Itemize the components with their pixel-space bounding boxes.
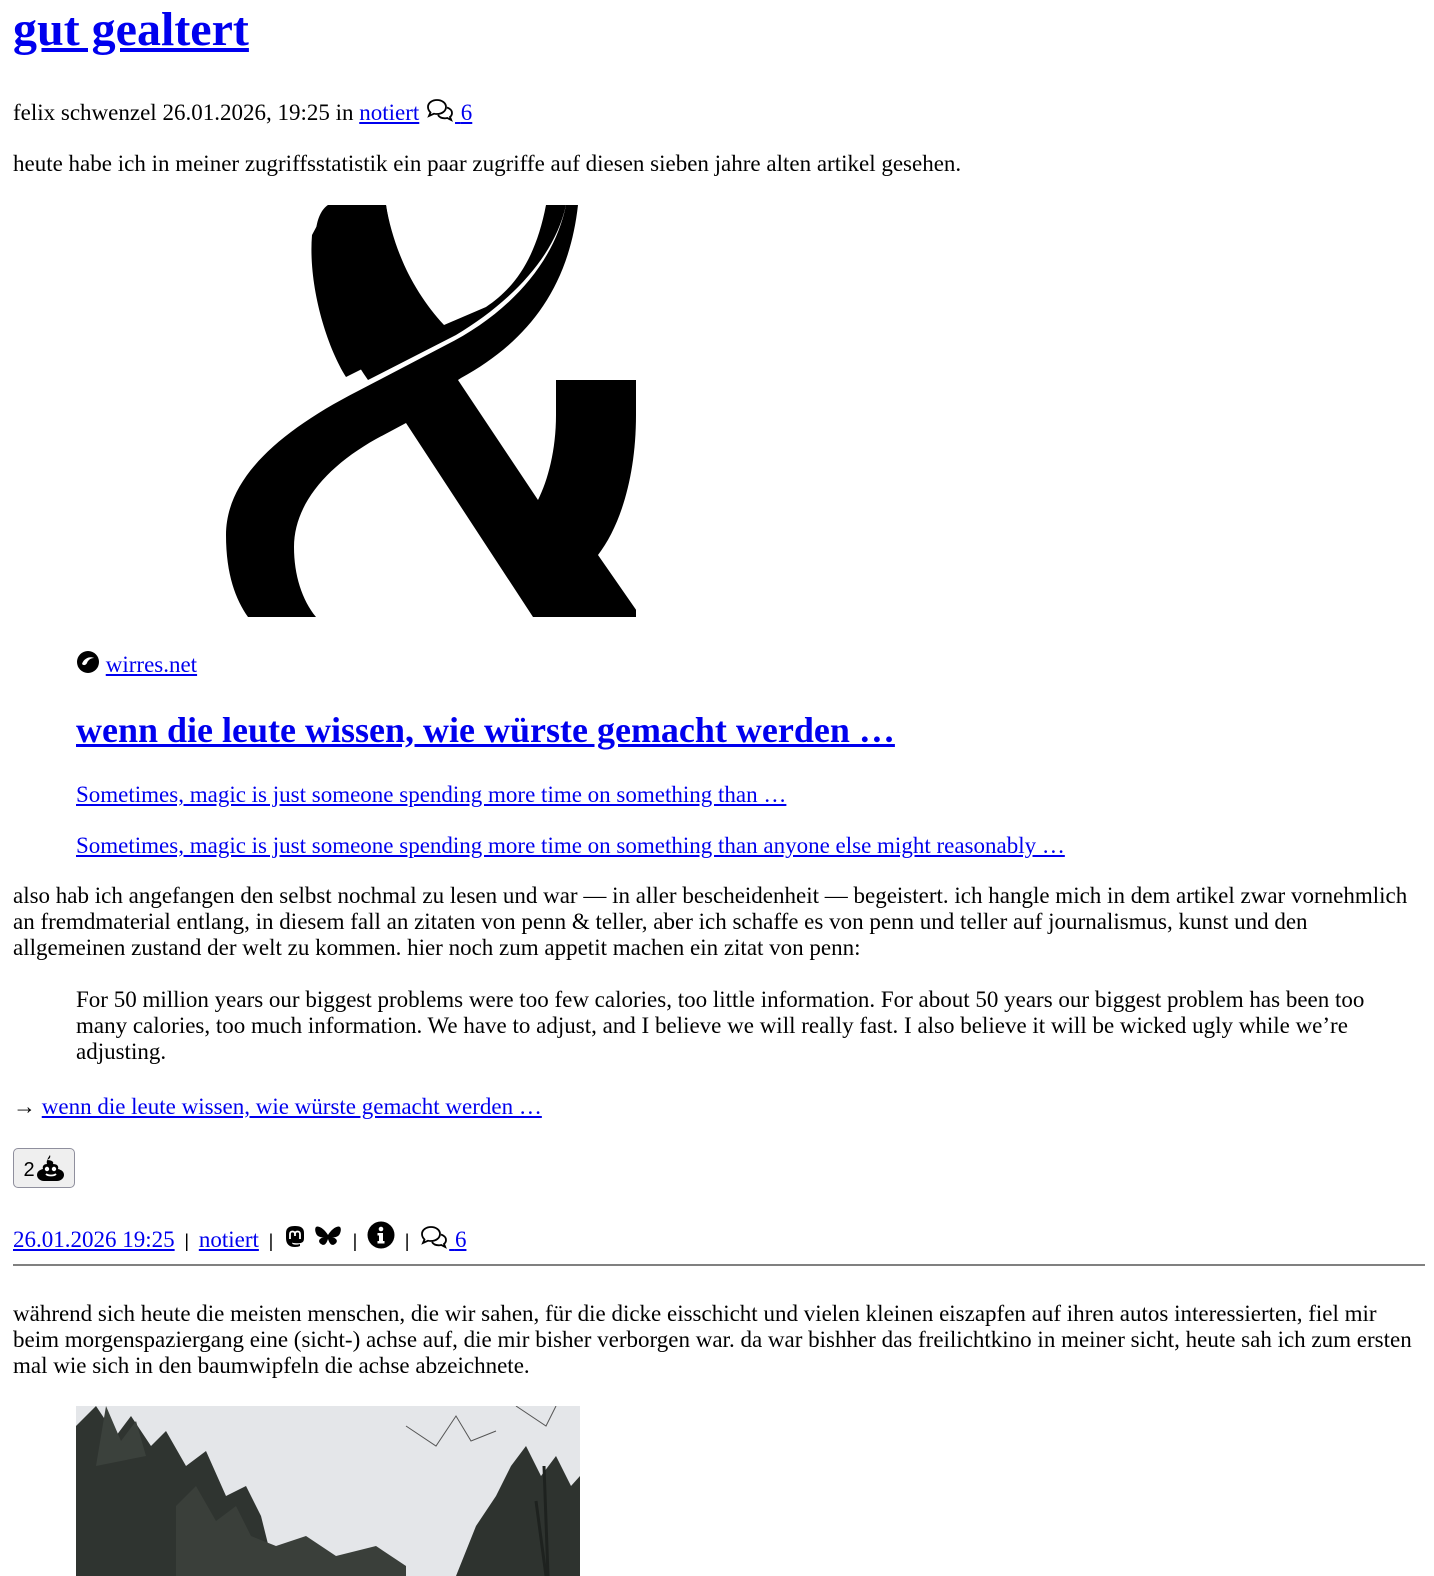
intro-paragraph: heute habe ich in meiner zugriffsstatistik ein paar zugriffe auf diesen sieben jahre alten artikel gesehen. — [13, 151, 962, 176]
separator: | — [404, 1231, 410, 1251]
info-icon — [367, 1221, 395, 1255]
meta-category-link[interactable]: notiert — [198, 1227, 259, 1252]
ampersand-image[interactable] — [76, 205, 636, 617]
embed-title-link[interactable]: wenn die leute wissen, wie würste gemacht werden … — [76, 710, 895, 750]
byline — [13, 98, 472, 128]
mastodon-share-link[interactable] — [283, 1227, 307, 1252]
meta-comments-link[interactable] — [419, 1227, 466, 1252]
permalink[interactable]: 26.01.2026 19:25 — [13, 1227, 175, 1252]
reaction-button[interactable] — [13, 1148, 75, 1188]
article-link[interactable]: wenn die leute wissen, wie würste gemacht werden … — [41, 1094, 542, 1119]
comments-icon — [419, 1225, 449, 1255]
category-link[interactable]: notiert — [359, 100, 420, 125]
mastodon-icon — [283, 1225, 307, 1255]
site-favicon-icon — [76, 650, 100, 680]
arrow-glyph: → — [13, 1094, 36, 1119]
penn-quote: For 50 million years our biggest problems were too few calories, too little information. For about 50 years our biggest problem has been too many calories, too much information. We have to adjust, and I believe we will really fast. I also believe it will be wicked ugly while we’re adjusting. — [76, 987, 1365, 1064]
next-post-paragraph: während sich heute die meisten menschen, die wir sahen, für die dicke eisschicht und vielen kleinen eiszapfen auf ihren autos interessierten, fiel mir beim morgenspaziergang eine (sicht-) achse auf, die mir bisher verborgen war. da war bishher das freilichtkino in meiner sicht, heute sah ich zum ersten mal wie sich in den baumwipfeln die achse abzeichnete. — [13, 1301, 1412, 1378]
post-meta — [13, 1221, 466, 1255]
embed-excerpt-long — [76, 833, 1065, 859]
bluesky-share-link[interactable] — [313, 1227, 343, 1252]
body-paragraph: also hab ich angefangen den selbst nochmal zu lesen und war — in aller bescheidenheit — begeistert. ich hangle mich in dem artikel zwar vornehmlich an fremdmaterial entlang, in diesem fall an zitaten von penn & teller, aber ich schaffe es von penn und teller auf journalismus, kunst und den allgemeinen zustand der welt zu kommen. hier noch zum appetit machen ein zitat von penn: — [13, 883, 1408, 960]
embed-source-link[interactable]: wirres.net — [105, 652, 198, 677]
bluesky-icon — [313, 1225, 343, 1255]
embed-excerpt-long-link[interactable]: Sometimes, magic is just someone spending more time on something than anyone else might reasonably … — [76, 833, 1065, 858]
treetops-photo[interactable] — [76, 1406, 580, 1576]
post-divider — [13, 1264, 1425, 1266]
embed-source — [76, 650, 197, 680]
comments-icon — [425, 98, 455, 128]
info-link[interactable] — [367, 1227, 395, 1252]
embed-excerpt-short-link[interactable]: Sometimes, magic is just someone spending more time on something than … — [76, 782, 787, 807]
separator: | — [352, 1231, 358, 1251]
embed-title — [76, 708, 895, 752]
post-datetime: 26.01.2026, 19:25 — [162, 100, 330, 125]
in-label: in — [335, 100, 354, 125]
poop-icon — [37, 1154, 65, 1188]
article-link-line — [13, 1094, 542, 1120]
comments-link[interactable] — [425, 100, 472, 125]
post-title-link[interactable]: gut gealtert — [13, 3, 249, 56]
meta-comment-count: 6 — [454, 1227, 467, 1252]
post-title — [13, 2, 249, 58]
author: felix schwenzel — [13, 100, 157, 125]
comment-count: 6 — [460, 100, 473, 125]
separator: | — [268, 1231, 274, 1251]
separator: | — [184, 1231, 190, 1251]
embed-excerpt-short — [76, 782, 786, 808]
reaction-count: 2 — [23, 1159, 35, 1181]
